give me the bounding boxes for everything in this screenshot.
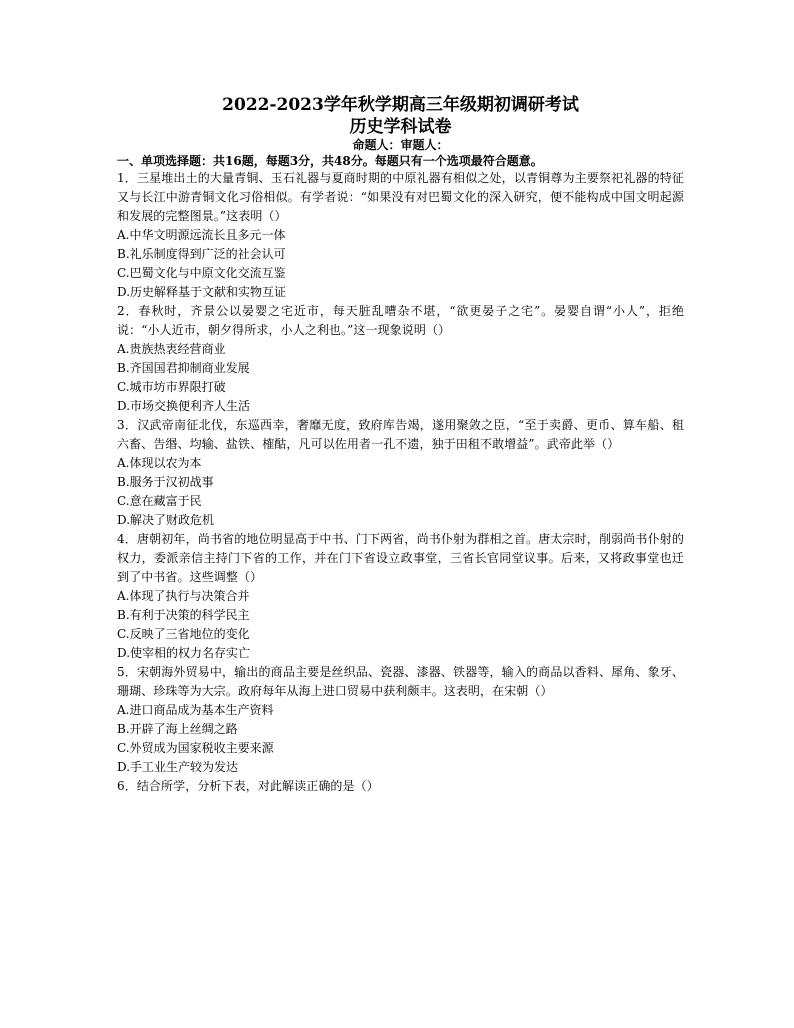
answer-option: B.开辟了海上丝绸之路: [117, 722, 238, 736]
answer-option: C.城市坊市界限打破: [117, 380, 226, 394]
question-stem: 6．结合所学，分析下表，对此解读正确的是（）: [117, 779, 379, 793]
exam-authors: 命题人：审题人：: [352, 138, 449, 152]
question-stem: 1．三星堆出土的大量青铜、玉石礼器与夏商时期的中原礼器有相似之处，以青铜尊为主要祭祀礼器的特征又与长江中游青铜文化习俗相似。有学者说：“如果没有对巴蜀文化的深入研究，便不能构成中国文明起源和发展的完整图景。”这表明（）: [117, 171, 684, 223]
answer-option: C.意在藏富于民: [117, 494, 202, 508]
question-4: [117, 530, 684, 663]
answer-option: C.反映了三省地位的变化: [117, 627, 250, 641]
section-heading: 一、单项选择题：共16题，每题3分，共48分。每题只有一个选项最符合题意。: [117, 154, 543, 168]
question-stem: 3．汉武帝南征北伐，东巡西幸，奢靡无度，致府库告竭，遂用聚敛之臣，“至于卖爵、更币、算车船、租六畜、告缗、均输、盐铁、榷酤，凡可以佐用者一孔不遗，独于田租不敢增益”。武帝此举（）: [117, 418, 684, 451]
exam-page: [117, 94, 684, 796]
question-1: [117, 169, 684, 302]
question-5: [117, 663, 684, 777]
exam-title: 2022-2023学年秋学期高三年级期初调研考试: [222, 95, 579, 115]
answer-option: B.服务于汉初战事: [117, 475, 214, 489]
answer-option: B.礼乐制度得到广泛的社会认可: [117, 247, 286, 261]
answer-option: B.有利于决策的科学民主: [117, 608, 250, 622]
question-stem: 2．春秋时，齐景公以晏婴之宅近市，每天脏乱嘈杂不堪，“欲更晏子之宅”。晏婴自谓“小人”，拒绝说：“小人近市，朝夕得所求，小人之利也。”这一现象说明（）: [117, 304, 684, 337]
answer-option: C.外贸成为国家税收主要来源: [117, 741, 274, 755]
answer-option: A.体现以农为本: [117, 456, 202, 470]
question-6: [117, 777, 684, 796]
answer-option: D.解决了财政危机: [117, 513, 215, 527]
answer-option: B.齐国国君抑制商业发展: [117, 361, 250, 375]
answer-option: D.使宰相的权力名存实亡: [117, 646, 251, 660]
answer-option: D.历史解释基于文献和实物互证: [117, 285, 287, 299]
question-stem: 5．宋朝海外贸易中，输出的商品主要是丝织品、瓷器、漆器、铁器等，输入的商品以香料、犀角、象牙、珊瑚、珍珠等为大宗。政府每年从海上进口贸易中获利颇丰。这表明，在宋朝（）: [117, 665, 684, 698]
answer-option: D.市场交换便利齐人生活: [117, 399, 251, 413]
answer-option: C.巴蜀文化与中原文化交流互鉴: [117, 266, 286, 280]
question-stem: 4．唐朝初年，尚书省的地位明显高于中书、门下两省，尚书仆射为群相之首。唐太宗时，削弱尚书仆射的权力，委派亲信主持门下省的工作，并在门下省设立政事堂，三省长官同堂议事。后来，又将政事堂也迁到了中书省。这些调整（）: [117, 532, 684, 584]
question-list: [117, 169, 684, 796]
answer-option: A.进口商品成为基本生产资料: [117, 703, 274, 717]
question-3: [117, 416, 684, 530]
answer-option: A.体现了执行与决策合并: [117, 589, 250, 603]
exam-subtitle: 历史学科试卷: [349, 117, 452, 137]
question-2: [117, 302, 684, 416]
answer-option: A.中华文明源远流长且多元一体: [117, 228, 286, 242]
answer-option: D.手工业生产较为发达: [117, 760, 239, 774]
answer-option: A.贵族热衷经营商业: [117, 342, 226, 356]
